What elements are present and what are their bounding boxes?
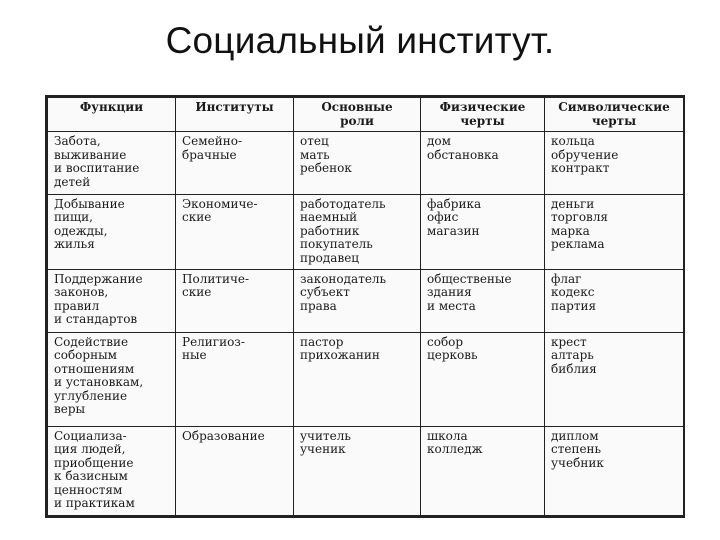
cell-symbolic: кольца обручение контракт (545, 132, 684, 195)
cell-institution: Религиоз- ные (176, 332, 294, 426)
table-row (48, 194, 684, 269)
cell-institution: Семейно- брачные (176, 132, 294, 195)
cell-physical: общественые здания и места (421, 269, 545, 332)
cell-roles: пастор прихожанин (294, 332, 421, 426)
table-row (48, 269, 684, 332)
cell-roles: работодатель наемный работник покупатель продавец (294, 194, 421, 269)
cell-institution: Политиче- ские (176, 269, 294, 332)
table-row (48, 132, 684, 195)
cell-function: Добывание пищи, одежды, жилья (48, 194, 176, 269)
table-row (48, 332, 684, 426)
header-main-roles: Основные роли (294, 98, 421, 132)
cell-physical: собор церковь (421, 332, 545, 426)
table-row (48, 426, 684, 515)
cell-roles: отец мать ребенок (294, 132, 421, 195)
header-row (48, 98, 684, 132)
cell-function: Забота, выживание и воспитание детей (48, 132, 176, 195)
header-physical-traits: Физические черты (421, 98, 545, 132)
cell-institution: Образование (176, 426, 294, 515)
cell-physical: фабрика офис магазин (421, 194, 545, 269)
cell-symbolic: диплом степень учебник (545, 426, 684, 515)
header-symbolic-traits: Символические черты (545, 98, 684, 132)
cell-function: Социализа- ция людей, приобщение к базисным ценностям и практикам (48, 426, 176, 515)
cell-symbolic: крест алтарь библия (545, 332, 684, 426)
slide-title: Социальный институт. (165, 20, 555, 61)
cell-function: Содействие соборным отношениям и установкам, углубление веры (48, 332, 176, 426)
header-institutions: Институты (176, 98, 294, 132)
cell-symbolic: деньги торговля марка реклама (545, 194, 684, 269)
cell-symbolic: флаг кодекс партия (545, 269, 684, 332)
cell-physical: дом обстановка (421, 132, 545, 195)
header-functions: Функции (48, 98, 176, 132)
cell-roles: учитель ученик (294, 426, 421, 515)
institutions-table (45, 95, 685, 518)
cell-roles: законодатель субъект права (294, 269, 421, 332)
cell-institution: Экономиче- ские (176, 194, 294, 269)
cell-physical: школа колледж (421, 426, 545, 515)
cell-function: Поддержание законов, правил и стандартов (48, 269, 176, 332)
